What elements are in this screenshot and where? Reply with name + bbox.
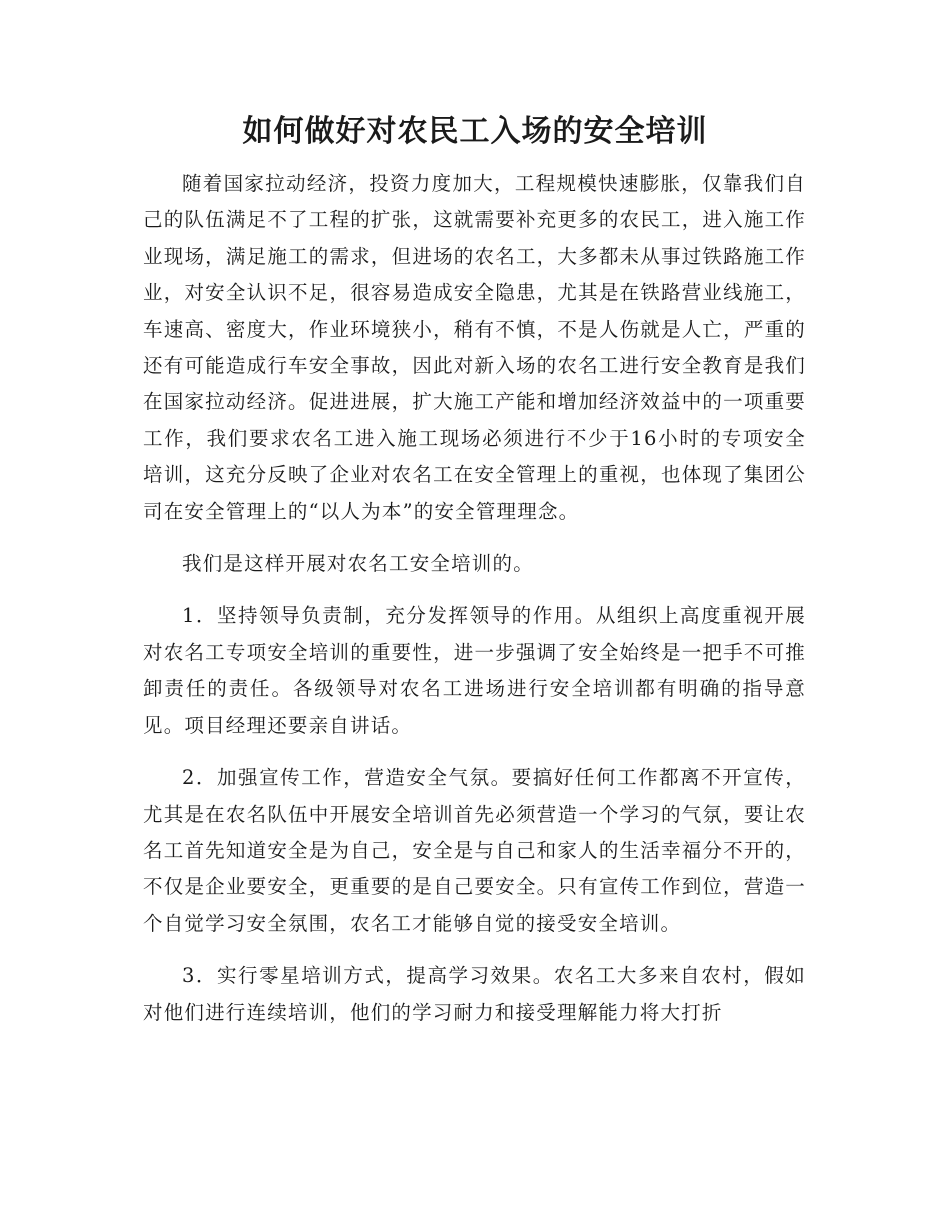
document-title: 如何做好对农民工入场的安全培训 (242, 114, 708, 149)
paragraph-item-2: 2．加强宣传工作，营造安全气氛。要搞好任何工作都离不开宣传，尤其是在农名队伍中开展安全培训首先必须营造一个学习的气氛，要让农名工首先知道安全是为自己，安全是与自己和家人的生活幸福分不开的，不仅是企业要安全，更重要的是自己要安全。只有宣传工作到位，营造一个自觉学习安全氛围，农名工才能够自觉的接受安全培训。 (143, 766, 806, 935)
paragraph-item-3: 3．实行零星培训方式，提高学习效果。农名工大多来自农村，假如对他们进行连续培训，他们的学习耐力和接受理解能力将大打折 (143, 964, 806, 1024)
paragraph-overview: 我们是这样开展对农名工安全培训的。 (182, 552, 534, 576)
paragraph-item-1: 1．坚持领导负责制，充分发挥领导的作用。从组织上高度重视开展对农名工专项安全培训的重要性，进一步强调了安全始终是一把手不可推卸责任的责任。各级领导对农名工进场进行安全培训都有明确的指导意见。项目经理还要亲自讲话。 (143, 604, 806, 737)
paragraph-intro: 随着国家拉动经济，投资力度加大，工程规模快速膨胀，仅靠我们自己的队伍满足不了工程的扩张，这就需要补充更多的农民工，进入施工作业现场，满足施工的需求，但进场的农名工，大多都未从事过铁路施工作业，对安全认识不足，很容易造成安全隐患，尤其是在铁路营业线施工，车速高、密度大，作业环境狭小，稍有不慎，不是人伤就是人亡，严重的还有可能造成行车安全事故，因此对新入场的农名工进行安全教育是我们在国家拉动经济。促进进展，扩大施工产能和增加经济效益中的一项重要工作，我们要求农名工进入施工现场必须进行不少于16小时的专项安全培训，这充分反映了企业对农名工在安全管理上的重视，也体现了集团公司在安全管理上的“以人为本”的安全管理理念。 (143, 172, 806, 523)
document-body (143, 166, 806, 1047)
